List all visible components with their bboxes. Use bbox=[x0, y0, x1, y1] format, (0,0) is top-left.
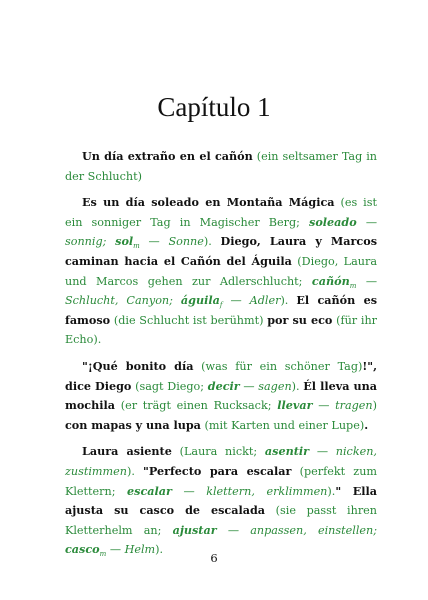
chapter-title: Capítulo 1 bbox=[157, 92, 271, 122]
paragraph-1 bbox=[65, 147, 377, 186]
vocab-term: decir bbox=[207, 378, 240, 393]
vocab-term: soleado bbox=[309, 214, 357, 229]
vocab-gloss: — Helm bbox=[109, 543, 156, 557]
page-number: 6 bbox=[210, 551, 218, 565]
spanish-text: Diego, Laura y Marcos caminan hacia el Cañón del Águila bbox=[65, 234, 377, 268]
german-translation: (sie passt ihren Kletterhelm an; ajustar — anpassen, einstellen; casco$_m$ — Helm). bbox=[65, 504, 377, 559]
vocab-gloss: — tragen bbox=[318, 399, 373, 413]
paragraph-3 bbox=[65, 357, 377, 435]
spanish-text: "¡Qué bonito día bbox=[82, 358, 194, 373]
german-translation: (es ist ein sonniger Tag in Magischer Berg; soleado — sonnig; sol$_m$ — Sonne). bbox=[65, 196, 377, 251]
german-translation: (er trägt einen Rucksack; llevar — tragen) bbox=[120, 398, 377, 413]
german-translation: (Laura nickt; asentir — nicken, zustimmen). bbox=[65, 444, 377, 478]
vocab-term: ajustar bbox=[172, 522, 217, 537]
spanish-text: !", dice Diego bbox=[65, 358, 377, 393]
vocab-term: águila bbox=[180, 293, 220, 308]
spanish-text: con mapas y una lupa bbox=[65, 417, 201, 432]
gender-marker: f bbox=[219, 301, 223, 310]
vocab-gloss: — Sonne bbox=[148, 235, 204, 249]
vocab-gloss: — anpassen, einstellen; bbox=[227, 523, 377, 537]
paragraph-4 bbox=[65, 442, 377, 560]
german-translation: (sagt Diego; decir — sagen). bbox=[135, 378, 300, 393]
spanish-text: por su eco bbox=[267, 312, 333, 327]
spanish-text: . bbox=[364, 417, 369, 432]
spanish-text: Es un día soleado en Montaña Mágica bbox=[82, 195, 335, 210]
vocab-gloss: — Schlucht, Canyon; bbox=[65, 274, 377, 308]
german-translation: (Diego, Laura und Marcos gehen zur Adlerschlucht; cañón$_m$ — Schlucht, Canyon; águila$_f$ — Adler). bbox=[65, 254, 377, 310]
vocab-term: cañón bbox=[311, 273, 350, 288]
vocab-term: llevar bbox=[277, 398, 313, 413]
vocab-gloss: — klettern, erklimmen bbox=[183, 484, 328, 498]
chapter-body bbox=[65, 147, 377, 567]
vocab-gloss: — Adler bbox=[230, 294, 281, 308]
paragraph-2 bbox=[65, 193, 377, 350]
german-translation: (für ihr Echo). bbox=[65, 313, 378, 347]
spanish-text: Ella ajusta su casco de escalada bbox=[65, 483, 377, 518]
gender-marker: m bbox=[99, 550, 107, 559]
spanish-text: Él lleva una mochila bbox=[65, 378, 378, 413]
vocab-gloss: — nicken, zustimmen bbox=[65, 445, 377, 478]
spanish-text: Un día extraño en el cañón bbox=[82, 149, 253, 163]
vocab-gloss: — sonnig; bbox=[65, 215, 377, 249]
vocab-term: escalar bbox=[127, 483, 172, 498]
vocab-gloss: — sagen bbox=[243, 379, 292, 393]
gender-marker: m bbox=[349, 281, 357, 290]
spanish-text: El cañón es famoso bbox=[65, 293, 378, 327]
german-translation: (mit Karten und einer Lupe) bbox=[204, 418, 365, 432]
vocab-term: asentir bbox=[264, 444, 310, 459]
spanish-text: "Perfecto para escalar bbox=[143, 463, 292, 478]
gender-marker: m bbox=[133, 242, 140, 251]
german-translation: (perfekt zum Klettern; escalar — klettern, erklimmen). bbox=[65, 464, 378, 498]
spanish-text: Laura asiente bbox=[82, 444, 172, 459]
german-translation: (was für ein schöner Tag) bbox=[201, 359, 363, 373]
spanish-text: " bbox=[335, 483, 342, 498]
vocab-term: casco bbox=[65, 542, 100, 557]
german-translation: (ein seltsamer Tag in der Schlucht) bbox=[65, 150, 377, 183]
german-translation: (die Schlucht ist berühmt) bbox=[113, 313, 264, 327]
vocab-term: sol bbox=[115, 234, 134, 249]
